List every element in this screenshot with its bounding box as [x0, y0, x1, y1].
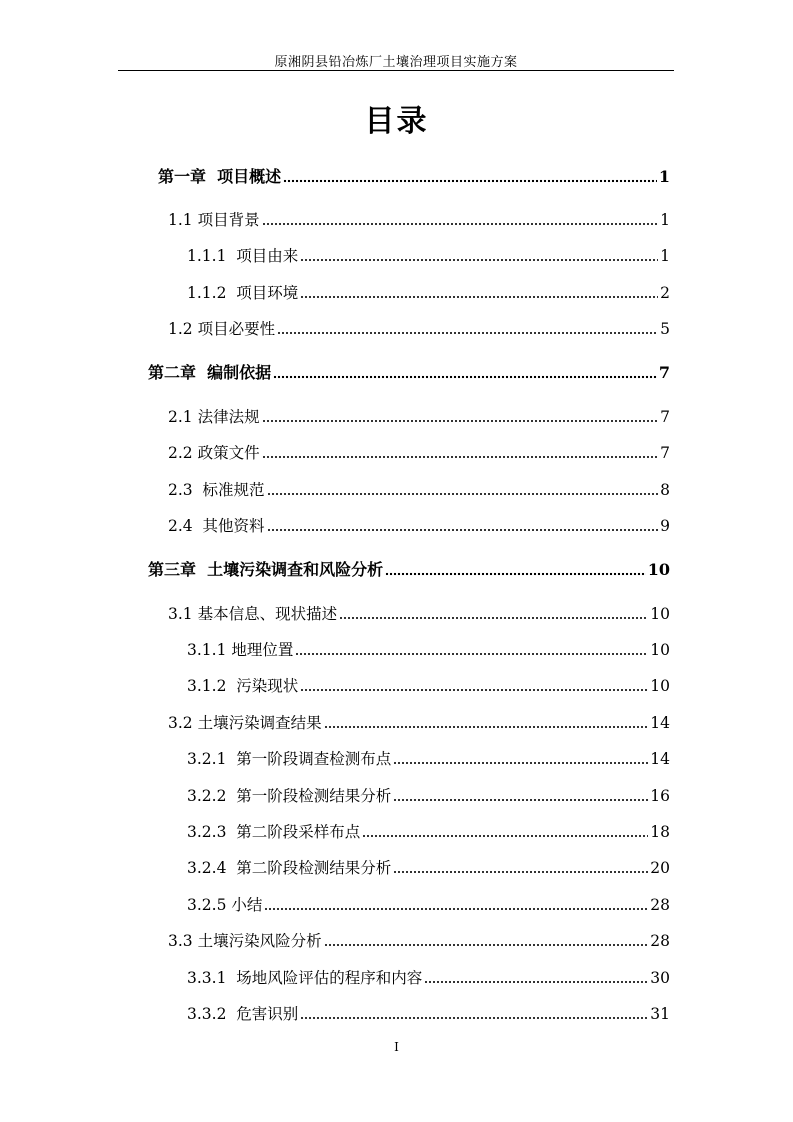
toc-entry-3-1-2[interactable]: [187, 672, 670, 696]
toc-entry-page: 5: [660, 320, 670, 338]
toc-entry-2-4[interactable]: [168, 512, 670, 536]
toc-entry-chapter-3[interactable]: [148, 556, 670, 580]
toc-entry-label: 第一章 项目概述: [158, 167, 282, 186]
toc-entry-page: 7: [660, 408, 670, 426]
toc-entry-page: 1: [658, 167, 670, 186]
toc-entry-label: 2.4 其他资料: [168, 517, 265, 535]
toc-entry-1-1[interactable]: [168, 206, 670, 230]
toc-entry-page: 28: [650, 932, 670, 950]
dot-leader: [424, 980, 648, 984]
dot-leader: [264, 907, 648, 911]
toc-entry-page: 7: [660, 444, 670, 462]
dot-leader: [393, 761, 648, 765]
toc-entry-label: 3.3.2 危害识别: [187, 1005, 299, 1023]
dot-leader: [300, 1016, 648, 1020]
dot-leader: [283, 179, 657, 183]
toc-entry-page: 10: [650, 641, 670, 659]
toc-entry-2-3[interactable]: [168, 476, 670, 500]
dot-leader: [273, 375, 657, 379]
toc-entry-page: 10: [647, 560, 670, 579]
toc-entry-1-2[interactable]: [168, 315, 670, 339]
dot-leader: [262, 419, 659, 423]
toc-entry-label: 3.3 土壤污染风险分析: [168, 932, 322, 950]
dot-leader: [385, 572, 646, 576]
toc-entry-label: 1.1.2 项目环境: [187, 284, 299, 302]
toc-entry-label: 第三章 土壤污染调查和风险分析: [148, 560, 384, 579]
dot-leader: [393, 870, 648, 874]
dot-leader: [277, 331, 658, 335]
toc-entry-label: 3.2.4 第二阶段检测结果分析: [187, 859, 392, 877]
toc-entry-3-3-2[interactable]: [187, 1000, 670, 1024]
toc-entry-label: 3.1.2 污染现状: [187, 677, 299, 695]
toc-entry-2-2[interactable]: [168, 439, 670, 463]
toc-entry-label: 1.1.1 项目由来: [187, 247, 299, 265]
toc-entry-3-1-1[interactable]: [187, 636, 670, 660]
toc-entry-label: 3.2.3 第二阶段采样布点: [187, 823, 361, 841]
toc-entry-3-2[interactable]: [168, 709, 670, 733]
dot-leader: [362, 834, 648, 838]
footer-page-number: I: [394, 1040, 399, 1054]
toc-entry-3-2-3[interactable]: [187, 818, 670, 842]
dot-leader: [324, 725, 649, 729]
toc-entry-label: 1.1 项目背景: [168, 211, 260, 229]
toc-entry-page: 10: [650, 605, 670, 623]
toc-entry-3-2-5[interactable]: [187, 891, 670, 915]
dot-leader: [262, 455, 659, 459]
toc-entry-3-3-1[interactable]: [187, 964, 670, 988]
toc-entry-label: 第二章 编制依据: [148, 363, 272, 382]
dot-leader: [393, 798, 648, 802]
toc-entry-2-1[interactable]: [168, 403, 670, 427]
toc-entry-label: 3.2.2 第一阶段检测结果分析: [187, 787, 392, 805]
toc-title: 目录: [364, 104, 429, 139]
toc-entry-page: 1: [660, 247, 670, 265]
toc-entry-3-1[interactable]: [168, 600, 670, 624]
toc-entry-chapter-1[interactable]: [158, 163, 670, 187]
toc-entry-page: 7: [658, 363, 670, 382]
toc-entry-page: 14: [650, 750, 670, 768]
toc-entry-label: 3.2 土壤污染调查结果: [168, 714, 322, 732]
toc-entry-page: 18: [650, 823, 670, 841]
toc-entry-label: 3.1.1 地理位置: [187, 641, 294, 659]
toc-entry-1-1-2[interactable]: [187, 279, 670, 303]
toc-entry-1-1-1[interactable]: [187, 242, 670, 266]
toc-entry-page: 14: [650, 714, 670, 732]
toc-entry-3-3[interactable]: [168, 927, 670, 951]
toc-entry-label: 2.1 法律法规: [168, 408, 260, 426]
toc-entry-label: 3.2.1 第一阶段调查检测布点: [187, 750, 392, 768]
toc-entry-page: 30: [650, 969, 670, 987]
toc-entry-3-2-2[interactable]: [187, 782, 670, 806]
toc-entry-page: 28: [650, 896, 670, 914]
toc-entry-label: 2.3 标准规范: [168, 481, 265, 499]
toc-entry-label: 3.1 基本信息、现状描述: [168, 605, 338, 623]
toc-entry-page: 31: [650, 1005, 670, 1023]
toc-entry-chapter-2[interactable]: [148, 359, 670, 383]
dot-leader: [300, 258, 658, 262]
dot-leader: [262, 222, 659, 226]
toc-entry-page: 16: [650, 787, 670, 805]
toc-entry-label: 3.2.5 小结: [187, 896, 263, 914]
toc-entry-label: 1.2 项目必要性: [168, 320, 276, 338]
dot-leader: [300, 688, 648, 692]
toc-entry-label: 2.2 政策文件: [168, 444, 260, 462]
dot-leader: [324, 943, 649, 947]
toc-entry-label: 3.3.1 场地风险评估的程序和内容: [187, 969, 423, 987]
dot-leader: [267, 492, 659, 496]
toc-entry-3-2-4[interactable]: [187, 854, 670, 878]
dot-leader: [295, 652, 648, 656]
dot-leader: [267, 528, 659, 532]
toc-entry-page: 1: [660, 211, 670, 229]
toc-entry-page: 9: [660, 517, 670, 535]
toc-entry-page: 20: [650, 859, 670, 877]
toc-entry-page: 10: [650, 677, 670, 695]
toc-entry-page: 2: [660, 284, 670, 302]
running-header-title: 原湘阴县铅冶炼厂土壤治理项目实施方案: [274, 55, 518, 70]
dot-leader: [339, 616, 648, 620]
toc-entry-page: 8: [660, 481, 670, 499]
dot-leader: [300, 295, 658, 299]
toc-entry-3-2-1[interactable]: [187, 745, 670, 769]
